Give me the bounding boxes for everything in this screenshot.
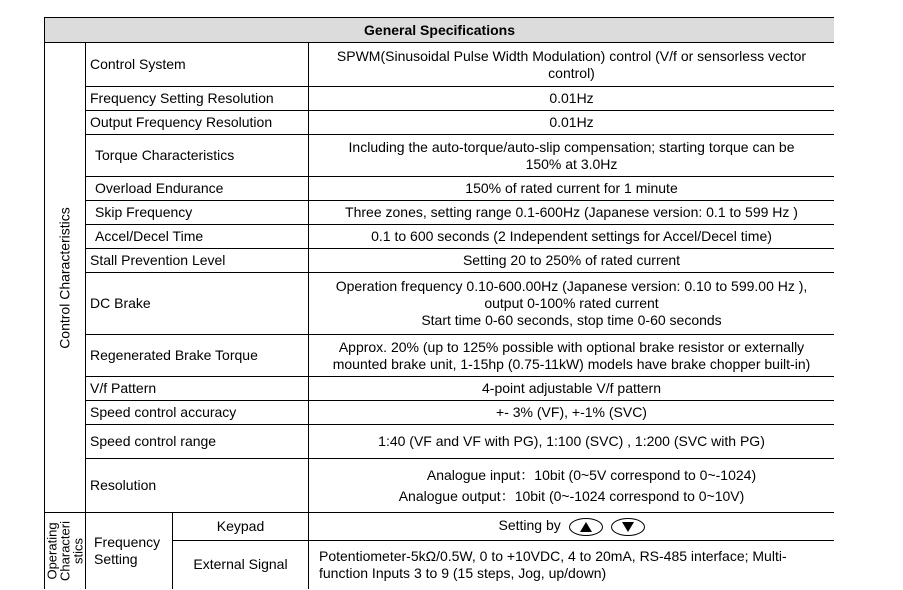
- keypad-value-text: Setting by: [498, 517, 561, 534]
- value-line: Analogue input：10bit (0~5V correspond to 0~-1024): [426, 466, 757, 483]
- row-value: Setting 20 to 250% of rated current: [309, 249, 835, 273]
- section-label-operating: [46, 521, 85, 581]
- value-line: Potentiometer-5kΩ/0.5W, 0 to +10VDC, 4 to 20mA, RS-485 interface; Multi-: [319, 547, 787, 564]
- row-value: [309, 335, 835, 377]
- row-value: 1:40 (VF and VF with PG), 1:100 (SVC) , 1:200 (SVC with PG): [309, 425, 835, 459]
- label-line: Frequency: [94, 533, 161, 550]
- row-label: Stall Prevention Level: [86, 249, 309, 273]
- row-value: +- 3% (VF), +-1% (SVC): [309, 401, 835, 425]
- row-label: V/f Pattern: [86, 377, 309, 401]
- row-label: Accel/Decel Time: [86, 225, 309, 249]
- value-line: mounted brake unit, 1-15hp (0.75-11kW) models have brake chopper built-in): [332, 355, 811, 372]
- value-line: Analogue output：10bit (0~-1024 correspond to 0~10V): [398, 487, 745, 504]
- row-label: Frequency Setting Resolution: [86, 87, 309, 111]
- value-line: Start time 0-60 seconds, stop time 0-60 seconds: [421, 312, 722, 328]
- row-value: 0.01Hz: [309, 111, 835, 135]
- frequency-setting-label: [86, 513, 173, 589]
- up-arrow-key-icon: [569, 518, 603, 536]
- value-line: Approx. 20% (up to 125% possible with optional brake resistor or externally: [338, 338, 805, 355]
- section-label-line: Characteri: [57, 520, 73, 581]
- table-title: General Specifications: [45, 18, 835, 43]
- value-line: Operation frequency 0.10-600.00Hz (Japanese version: 0.10 to 599.00 Hz ),: [335, 278, 808, 294]
- value-line: Including the auto-torque/auto-slip compensation; starting torque can be: [348, 138, 795, 155]
- row-value: [309, 135, 835, 177]
- value-line: 150% at 3.0Hz: [525, 155, 618, 172]
- row-label: Skip Frequency: [86, 201, 309, 225]
- row-value: [309, 273, 835, 335]
- row-label: Overload Endurance: [86, 177, 309, 201]
- external-signal-value: [309, 541, 835, 589]
- row-value: 0.1 to 600 seconds (2 Independent settings for Accel/Decel time): [309, 225, 835, 249]
- section-label-line: stics: [70, 537, 86, 564]
- section-label-control: Control Characteristics: [56, 206, 73, 349]
- row-label: Control System: [86, 43, 309, 87]
- value-line: control): [548, 64, 595, 81]
- value-line: SPWM(Sinusoidal Pulse Width Modulation) control (V/f or sensorless vector: [336, 47, 807, 64]
- row-value: 4-point adjustable V/f pattern: [309, 377, 835, 401]
- label-line: Setting: [94, 550, 138, 567]
- row-label: Output Frequency Resolution: [86, 111, 309, 135]
- row-label: DC Brake: [86, 273, 309, 335]
- section-operating-characteristics: [45, 513, 86, 589]
- row-value: [309, 43, 835, 87]
- row-value: [309, 459, 835, 513]
- general-specifications-table: [44, 17, 834, 589]
- external-signal-label: External Signal: [173, 541, 309, 589]
- section-control-characteristics: [45, 43, 86, 513]
- value-line: output 0-100% rated current: [484, 295, 659, 311]
- specifications-table-container: [44, 17, 834, 590]
- value-line: function Inputs 3 to 9 (15 steps, Jog, up/down): [319, 564, 607, 581]
- row-label: Regenerated Brake Torque: [86, 335, 309, 377]
- row-label: Speed control range: [86, 425, 309, 459]
- row-value: 150% of rated current for 1 minute: [309, 177, 835, 201]
- keypad-label: Keypad: [173, 513, 309, 541]
- row-label: Resolution: [86, 459, 309, 513]
- keypad-value: [309, 513, 835, 541]
- row-value: 0.01Hz: [309, 87, 835, 111]
- down-arrow-key-icon: [611, 518, 645, 536]
- row-value: Three zones, setting range 0.1-600Hz (Japanese version: 0.1 to 599 Hz ): [309, 201, 835, 225]
- section-label-line: Operating: [44, 522, 60, 580]
- row-label: Torque Characteristics: [86, 135, 309, 177]
- row-label: Speed control accuracy: [86, 401, 309, 425]
